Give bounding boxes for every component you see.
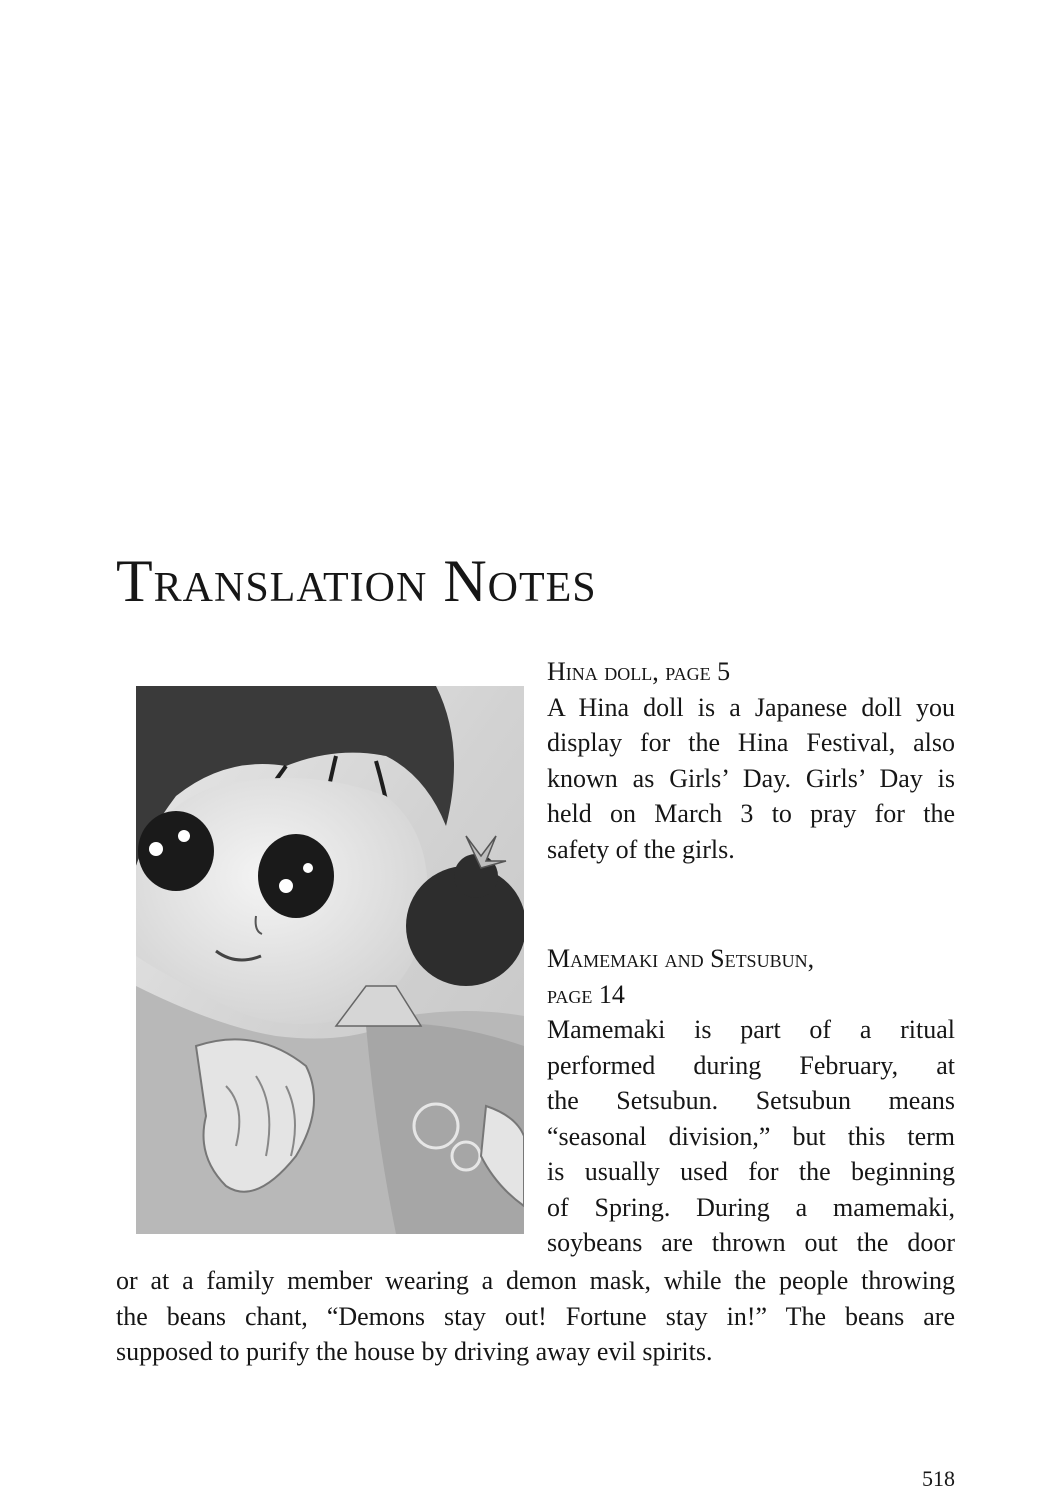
note-mamemaki-continuation <box>116 1263 955 1370</box>
note-line: performed during February, at <box>547 1050 955 1080</box>
note-mamemaki-setsubun <box>547 941 955 1261</box>
note-line: “seasonal division,” but this term <box>547 1121 955 1151</box>
note-hina-doll <box>547 654 955 867</box>
note-heading-page: page 14 <box>547 979 625 1009</box>
note-line: supposed to purify the house by driving away evil spirits. <box>116 1337 713 1366</box>
note-line: safety of the girls. <box>547 834 735 864</box>
note-heading: Mamemaki and Setsubun, <box>547 944 815 973</box>
page-title: Translation Notes <box>116 548 597 614</box>
note-line: the Setsubun. Setsubun means <box>547 1086 955 1115</box>
note-line: is usually used for the beginning <box>547 1157 955 1186</box>
note-line: the beans chant, “Demons stay out! Fortune stay in!” The beans are <box>116 1301 955 1331</box>
note-line: display for the Hina Festival, also <box>547 728 955 757</box>
note-line: or at a family member wearing a demon mask, while the people throwing <box>116 1266 955 1295</box>
note-line: A Hina doll is a Japanese doll you <box>547 692 955 722</box>
manga-illustration-image <box>136 686 524 1234</box>
page-number: 518 <box>922 1466 955 1491</box>
note-line: Mamemaki is part of a ritual <box>547 1015 955 1044</box>
note-line: soybeans are thrown out the door <box>547 1228 955 1257</box>
note-line: held on March 3 to pray for the <box>547 799 955 828</box>
note-line: of Spring. During a mamemaki, <box>547 1192 955 1222</box>
note-heading: Hina doll, page 5 <box>547 657 731 686</box>
note-line: known as Girls’ Day. Girls’ Day is <box>547 763 955 793</box>
